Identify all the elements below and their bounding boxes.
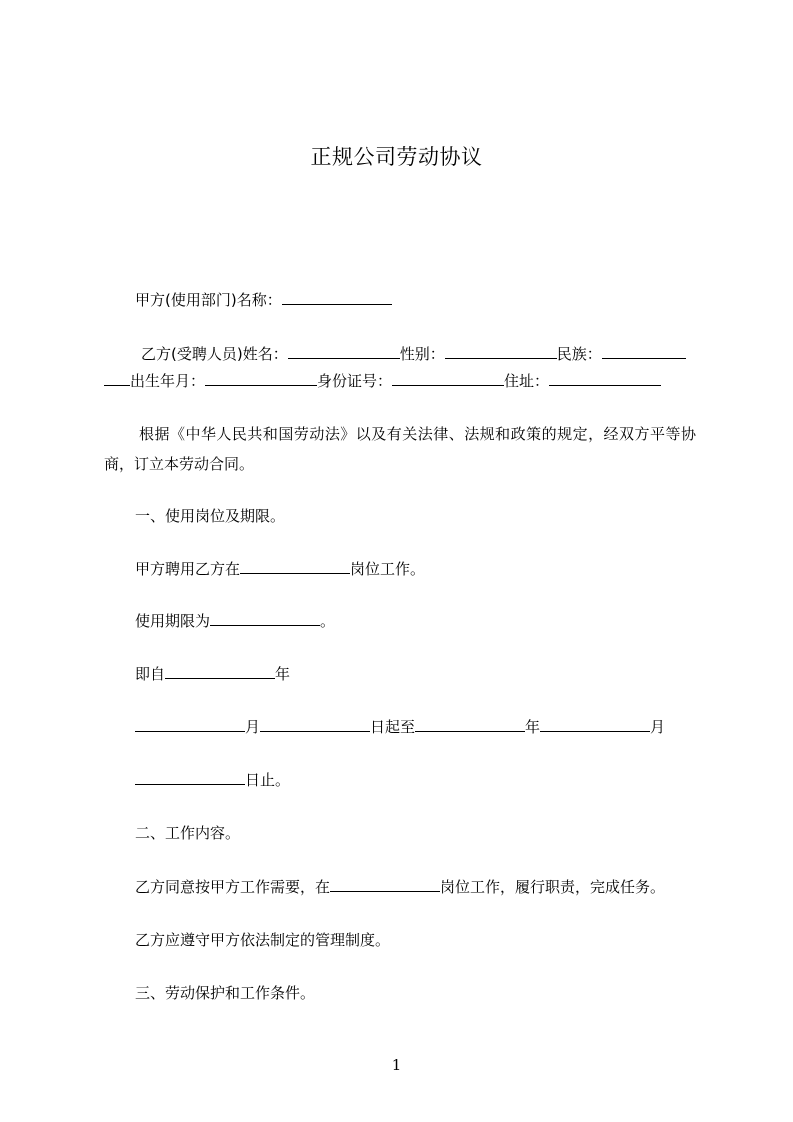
start-day-blank[interactable] — [260, 717, 370, 732]
intro-paragraph: 根据《中华人民共和国劳动法》以及有关法律、法规和政策的规定，经双方平等协商，订立本劳动合同。 — [104, 425, 696, 473]
day-from-label: 日起至 — [370, 718, 416, 736]
party-b-details-line — [104, 370, 661, 392]
ethnicity-label: 民族： — [556, 345, 602, 363]
work-position-blank[interactable] — [330, 877, 440, 892]
id-label: 身份证号： — [317, 372, 393, 390]
start-month-label: 月 — [245, 718, 261, 736]
birth-label: 出生年月： — [130, 372, 206, 390]
start-prefix: 即自 — [135, 665, 166, 683]
end-year-blank[interactable] — [415, 717, 525, 732]
address-blank[interactable] — [549, 371, 661, 386]
document-title: 正规公司劳动协议 — [310, 145, 483, 169]
term-blank[interactable] — [210, 611, 320, 626]
employment-line — [135, 558, 425, 580]
term-prefix: 使用期限为 — [135, 612, 211, 630]
work-prefix: 乙方同意按甲方工作需要，在 — [135, 878, 331, 896]
party-a-label: 甲方(使用部门)名称： — [135, 291, 282, 309]
ethnicity-blank[interactable] — [602, 344, 686, 359]
end-day-line — [135, 769, 290, 791]
end-day-label: 日止。 — [245, 771, 291, 789]
end-year-label: 年 — [525, 718, 541, 736]
employment-suffix: 岗位工作。 — [350, 560, 426, 578]
term-suffix: 。 — [320, 612, 336, 630]
work-content-line — [135, 876, 665, 898]
start-month-blank[interactable] — [135, 717, 245, 732]
party-a-name-blank[interactable] — [282, 290, 392, 305]
gender-blank[interactable] — [445, 344, 557, 359]
section-1-title: 一、使用岗位及期限。 — [135, 507, 286, 525]
employment-prefix: 甲方聘用乙方在 — [135, 560, 241, 578]
start-year-blank[interactable] — [165, 664, 275, 679]
gender-label: 性别： — [399, 345, 445, 363]
date-range-line — [135, 716, 665, 738]
party-b-line — [141, 343, 686, 365]
address-label: 住址： — [504, 372, 550, 390]
end-day-blank[interactable] — [135, 770, 245, 785]
birth-blank[interactable] — [205, 371, 317, 386]
rules-line: 乙方应遵守甲方依法制定的管理制度。 — [135, 931, 391, 949]
start-year-label: 年 — [275, 665, 291, 683]
party-a-line — [135, 289, 392, 311]
page-number: 1 — [391, 1056, 402, 1074]
work-suffix: 岗位工作，履行职责，完成任务。 — [440, 878, 666, 896]
end-month-label: 月 — [650, 718, 666, 736]
id-blank[interactable] — [392, 371, 504, 386]
party-b-label: 乙方(受聘人员)姓名： — [141, 345, 288, 363]
ethnicity-blank-continued[interactable] — [104, 371, 130, 386]
section-2-title: 二、工作内容。 — [135, 824, 241, 842]
start-year-line — [135, 663, 290, 685]
party-b-name-blank[interactable] — [288, 344, 400, 359]
section-3-title: 三、劳动保护和工作条件。 — [135, 984, 316, 1002]
term-line — [135, 610, 335, 632]
end-month-blank[interactable] — [540, 717, 650, 732]
employment-position-blank[interactable] — [240, 559, 350, 574]
